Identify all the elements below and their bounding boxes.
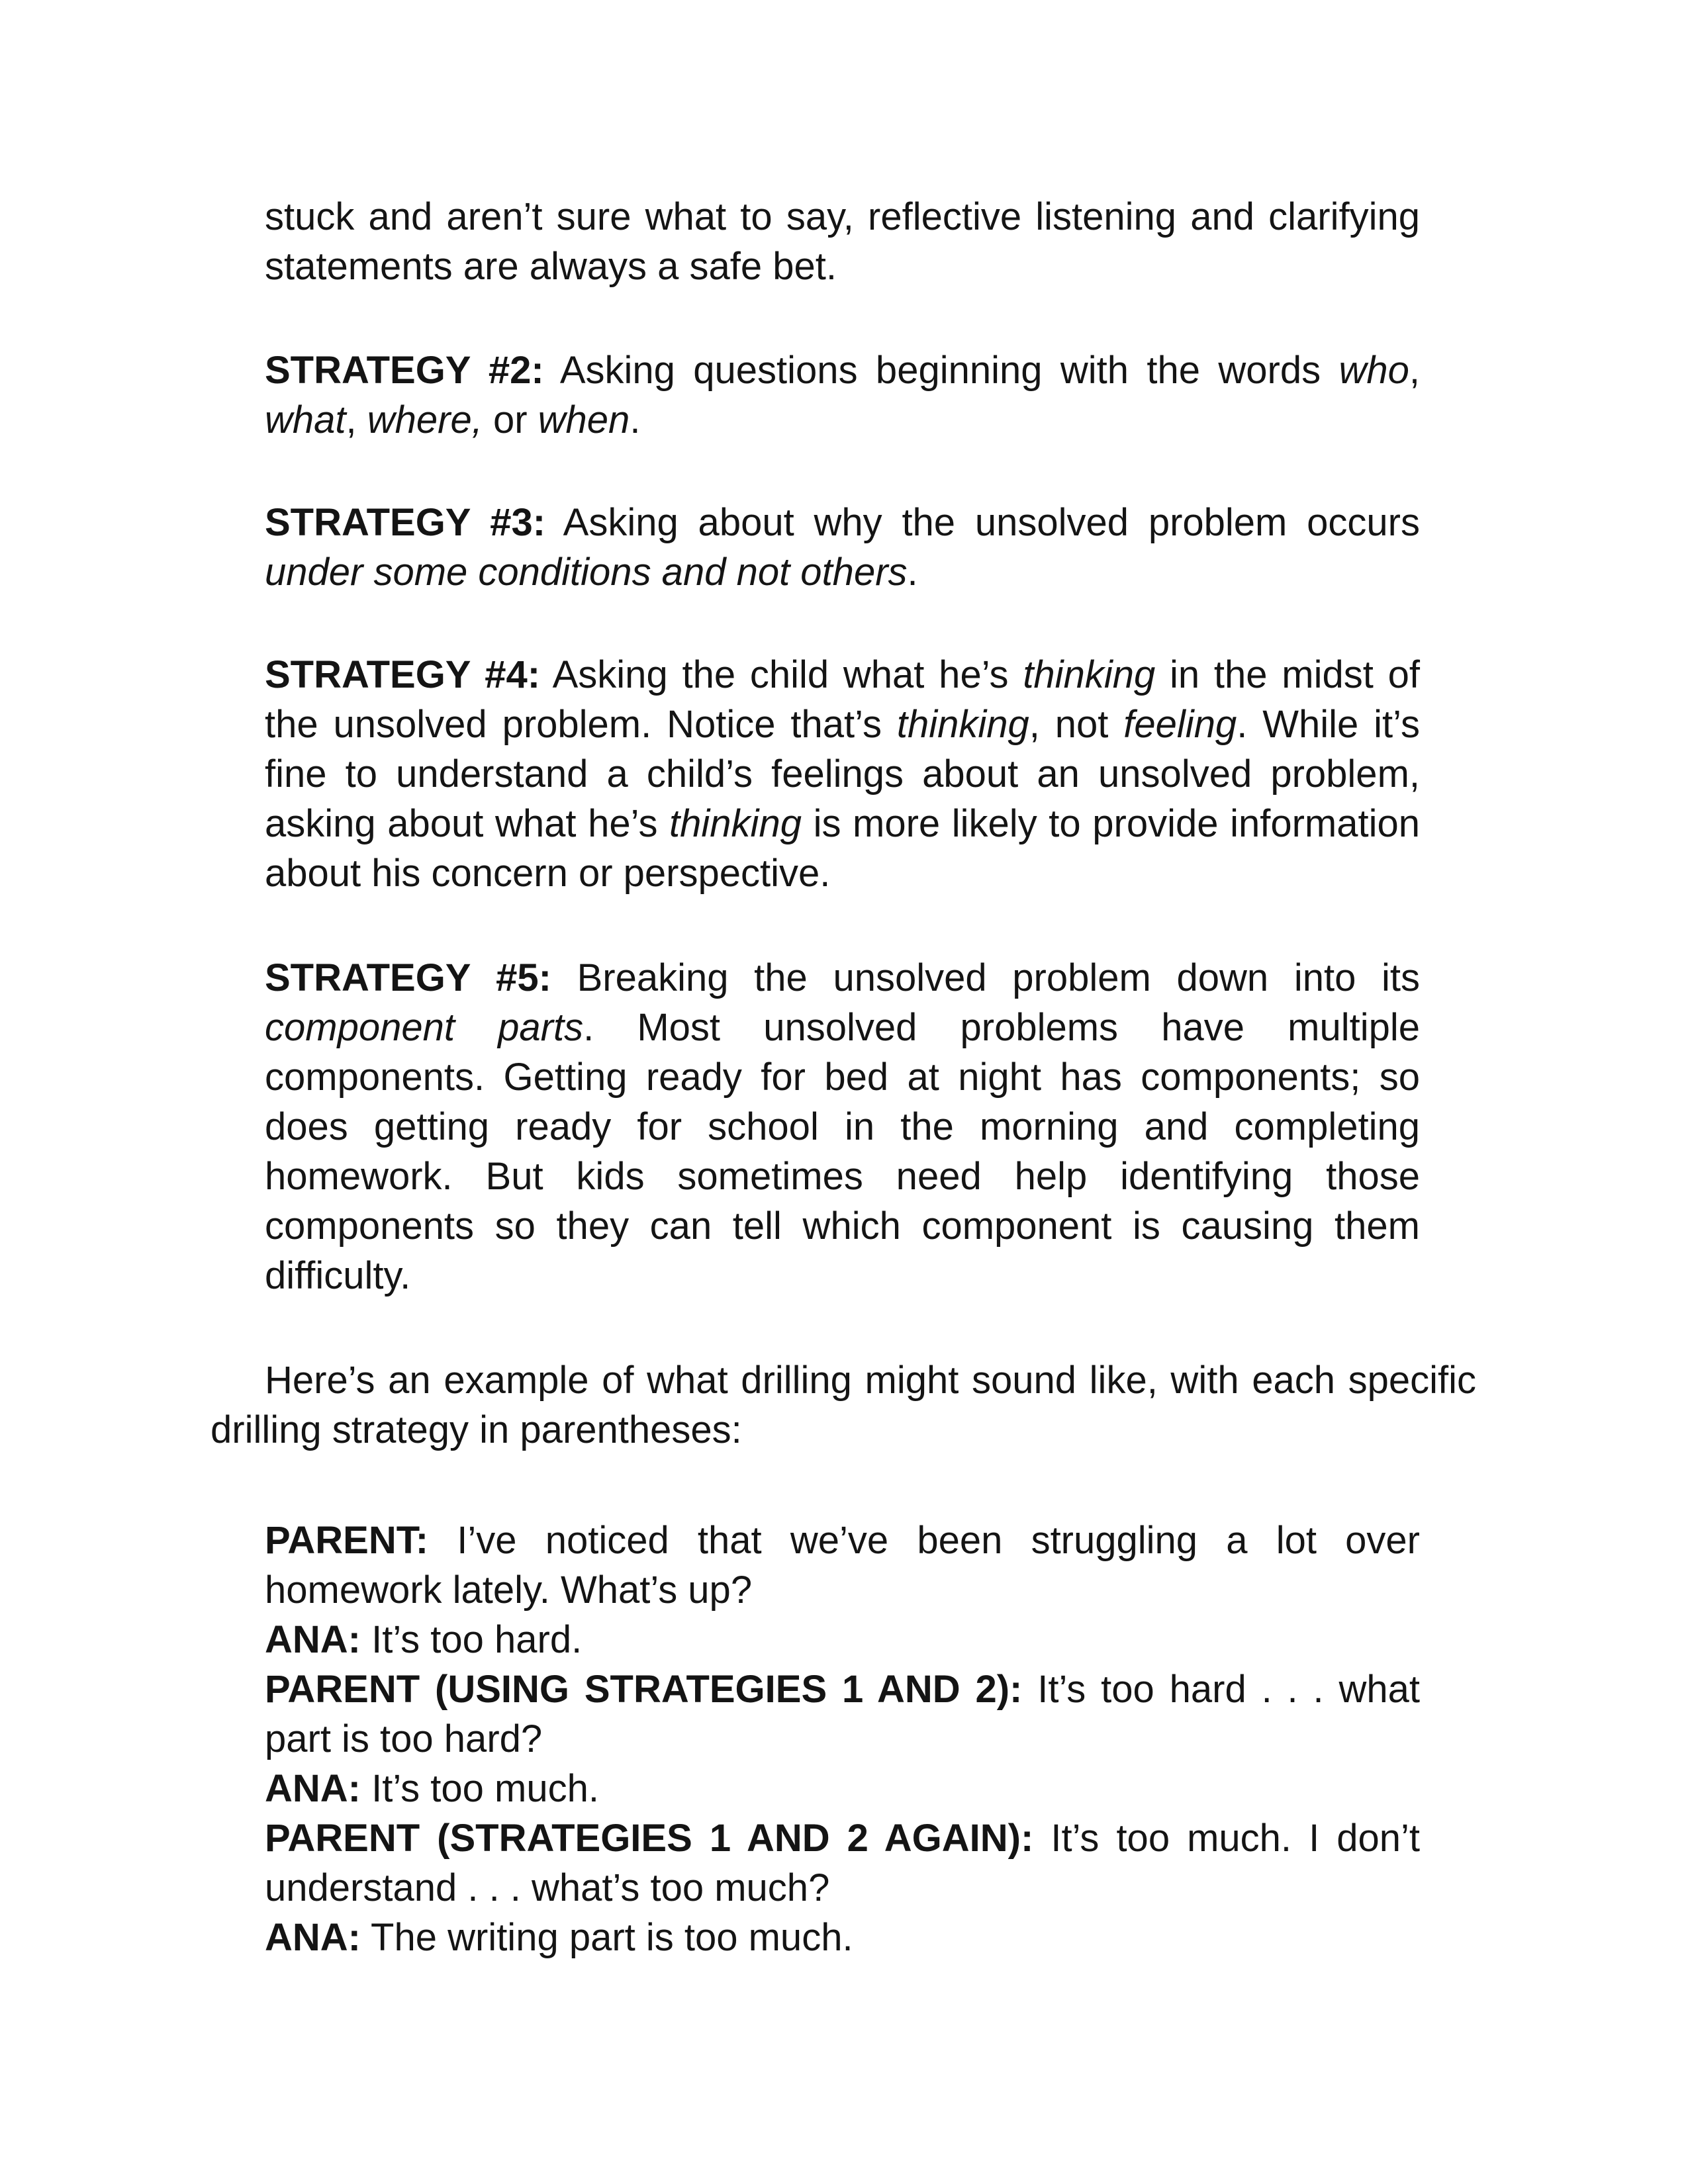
dialogue-line xyxy=(265,1516,1420,1615)
paragraph-reflective-listening xyxy=(265,192,1420,291)
emphasis-phrase: component parts xyxy=(265,1006,584,1049)
speaker-label: PARENT (USING STRATEGIES 1 AND 2): xyxy=(265,1668,1023,1711)
dialogue-text: It’s too hard. xyxy=(360,1618,583,1661)
emphasis-word: thinking xyxy=(1023,653,1156,696)
strategy-text: in the midst of the unsolved problem. Notice that’s xyxy=(265,653,1421,746)
paragraph-text: Here’s an example of what drilling might sound like, with each specific drilling strategy in parentheses: xyxy=(211,1359,1476,1451)
emphasis-word: thinking xyxy=(669,802,802,845)
dialogue-list xyxy=(265,1516,1420,1962)
dialogue-text: The writing part is too much. xyxy=(360,1916,853,1959)
strategy-text: , xyxy=(1409,349,1421,392)
strategy-label: STRATEGY #2: xyxy=(265,349,544,392)
emphasis-word: who xyxy=(1338,349,1409,392)
paragraph-text: stuck and aren’t sure what to say, reflective listening and clarifying statements are always a safe bet. xyxy=(265,195,1420,288)
emphasis-word: thinking xyxy=(896,703,1029,746)
speaker-label: ANA: xyxy=(265,1767,361,1810)
dialogue-text: It’s too much. I don’t understand . . . what’s too much? xyxy=(265,1817,1420,1909)
strategy-text: . While it’s fine to understand a child’s feelings about an unsolved problem, asking about what he’s xyxy=(265,703,1420,845)
emphasis-word: where, xyxy=(367,398,483,441)
strategy-text: or xyxy=(482,398,538,441)
strategy-5 xyxy=(265,953,1420,1300)
dialogue-line xyxy=(265,1764,1420,1813)
speaker-label: ANA: xyxy=(265,1618,361,1661)
strategy-text: Asking the child what he’s xyxy=(540,653,1023,696)
strategy-text: . Most unsolved problems have multiple components. Getting ready for bed at night has components; so does getting ready for school in the morning and completing homework. But kids sometimes need help identifying those components so they can tell which component is causing them difficulty. xyxy=(265,1006,1420,1297)
strategy-2 xyxy=(265,345,1420,445)
strategy-label: STRATEGY #4: xyxy=(265,653,541,696)
speaker-label: PARENT (STRATEGIES 1 AND 2 AGAIN): xyxy=(265,1817,1034,1860)
strategy-text: . xyxy=(907,551,918,594)
dialogue-line xyxy=(265,1913,1420,1962)
strategy-text: , xyxy=(346,398,367,441)
dialogue-line xyxy=(265,1813,1420,1913)
speaker-label: ANA: xyxy=(265,1916,361,1959)
dialogue-text: It’s too much. xyxy=(360,1767,599,1810)
dialogue-line xyxy=(265,1615,1420,1664)
strategy-text: is more likely to provide information about his concern or perspective. xyxy=(265,802,1420,895)
speaker-label: PARENT: xyxy=(265,1519,429,1562)
strategy-text: . xyxy=(630,398,641,441)
strategy-text: Asking about why the unsolved problem occurs xyxy=(545,501,1420,544)
emphasis-word: feeling xyxy=(1123,703,1237,746)
strategy-text: Breaking the unsolved problem down into its xyxy=(551,956,1420,999)
strategy-3 xyxy=(265,498,1420,597)
emphasis-phrase: under some conditions and not others xyxy=(265,551,908,594)
strategy-label: STRATEGY #3: xyxy=(265,501,546,544)
strategy-text: Asking questions beginning with the words xyxy=(543,349,1339,392)
strategy-label: STRATEGY #5: xyxy=(265,956,551,999)
strategy-4 xyxy=(265,650,1420,898)
emphasis-word: what xyxy=(265,398,346,441)
strategy-text: , not xyxy=(1029,703,1124,746)
dialogue-text: I’ve noticed that we’ve been struggling a lot over homework lately. What’s up? xyxy=(265,1519,1420,1612)
dialogue-text: It’s too hard . . . what part is too hard? xyxy=(265,1668,1420,1760)
paragraph-drilling-example xyxy=(211,1355,1476,1455)
dialogue-line xyxy=(265,1664,1420,1764)
emphasis-word: when xyxy=(538,398,630,441)
